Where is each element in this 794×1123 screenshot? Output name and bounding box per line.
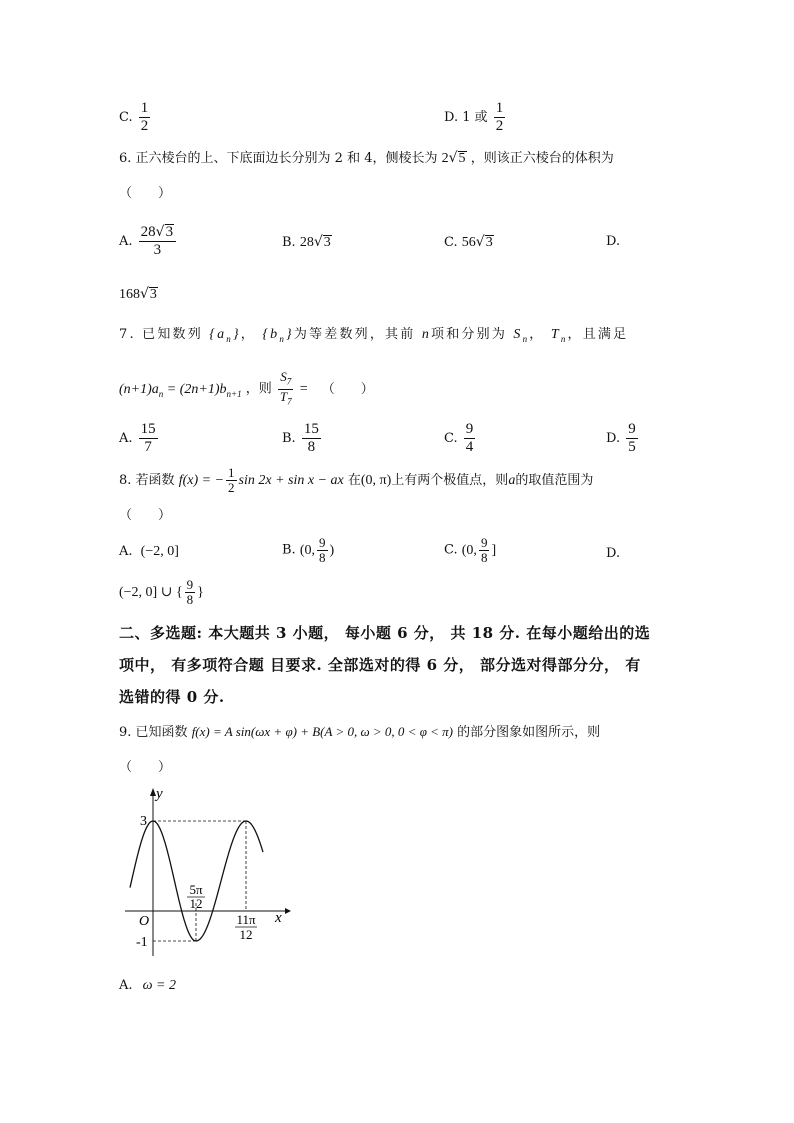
q8-paren: （ ）	[119, 508, 172, 523]
q8-option-d-value: (−2, 0] ∪ { $\frac{9}{8}$ }	[119, 577, 204, 607]
q6-option-c: C. 56√3	[444, 234, 493, 250]
q8-option-c: C. (0, $\frac{9}{8}$ ]	[444, 535, 497, 565]
q5-option-d: D. 1 或 $\frac{1}{2}$	[444, 100, 504, 134]
q8-option-a: A. (−2, 0]	[119, 544, 179, 559]
section2-line2: 项中， 有多项符合题 目要求. 全部选对的得 6 分， 部分选对得部分分， 有	[119, 656, 641, 674]
q6-stem: 6. 正六棱台的上、下底面边长分别为 2 和 4，侧棱长为 2√5 ，则该正六棱台的体积为	[119, 150, 614, 166]
q9-paren: （ ）	[119, 760, 172, 775]
y-max-label: 3	[140, 814, 147, 829]
q6-paren: （ ）	[119, 186, 172, 201]
q7-stem: 7. 已知数列 $\{a_n\}$， $\{b_n\}$为等差数列，其前 n项和分别为 $S_n$， $T_n$，且满足	[119, 327, 629, 344]
q9-sine-graph	[115, 784, 295, 964]
q5-option-c: C. $\frac{1}{2}$	[119, 100, 149, 134]
x2-tick-num: 11π	[236, 912, 256, 927]
q9-stem: 9. 已知函数 f(x) = A sin(ωx + φ) + B(A > 0, ω > 0, 0 < φ < π) 的部分图象如图所示，则	[119, 724, 601, 740]
section2-line3: 选错的得 0 分.	[119, 688, 225, 706]
x1-tick-num: 5π	[189, 882, 203, 897]
q7-option-c: C. $\frac{9}{4}$	[444, 421, 474, 455]
x-axis-arrow	[285, 908, 291, 914]
x2-tick-den: 12	[239, 927, 253, 942]
x1-tick-den: 12	[189, 896, 203, 911]
y-min-label: -1	[136, 935, 148, 950]
q6-option-d-value: 168√3	[119, 286, 157, 302]
q8-option-d: D.	[606, 546, 621, 561]
section2-line1: 二、多选题: 本大题共 3 小题， 每小题 6 分， 共 18 分. 在每小题给出的选	[119, 624, 651, 642]
q7-option-b: B. $\frac{15}{8}$	[282, 421, 319, 455]
q8-option-b: B. (0, $\frac{9}{8}$ )	[282, 535, 335, 565]
q7-option-d: D. $\frac{9}{5}$	[606, 421, 636, 455]
q7-option-a: A. $\frac{15}{7}$	[119, 421, 156, 455]
q9-option-a: A. ω = 2	[119, 978, 177, 993]
x-axis-label: x	[275, 910, 282, 926]
origin-label: O	[139, 914, 150, 929]
y-axis-label: y	[156, 786, 163, 802]
q8-stem: 8. 若函数 f(x) = − $\frac{1}{2}$ sin 2x + sin x − ax 在(0, π)上有两个极值点，则a的取值范围为	[119, 465, 594, 495]
q6-option-d: D.	[606, 234, 621, 249]
q7-condition: $(n+1)a_n = (2n+1)b_{n+1}$ ，则 $\frac{S_7}{T_7}$ = （ ）	[119, 369, 374, 407]
q6-option-b: B. 28√3	[282, 234, 331, 250]
q6-option-a: A. $\frac{28√3}{3}$	[119, 224, 178, 259]
